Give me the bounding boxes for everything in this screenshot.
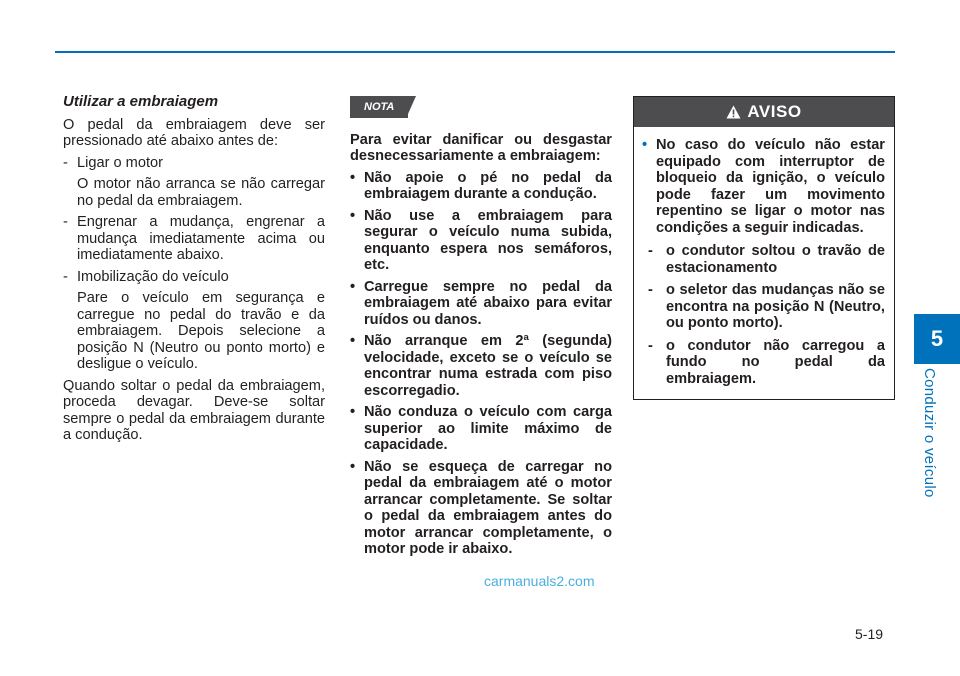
dash-marker: - (648, 337, 653, 354)
bullet-marker: • (350, 404, 356, 420)
bullet-marker: • (350, 207, 356, 224)
chapter-tab (914, 314, 960, 364)
section-heading: Utilizar a embraiagem (63, 93, 219, 110)
note-bullet-text: Não arranque em 2ª (segunda) velocidade, exceto se o veículo se encontrar numa estrada com piso escorregadio. (364, 333, 612, 399)
note-intro: Para evitar danificar ou desgastar desnecessariamente a embraiagem: (350, 131, 612, 164)
note-bullet (350, 404, 612, 454)
warning-item-text: o seletor das mudanças não se encontra na posição N (Neutro, ou ponto morto). (666, 282, 885, 331)
list-item (63, 269, 325, 286)
list-item-title: Ligar o motor (77, 154, 163, 171)
note-bullet (350, 279, 612, 329)
bullet-marker: • (350, 278, 356, 295)
closing-paragraph: Quando soltar o pedal da embraiagem, proceda devagar. Deve-se soltar sempre o pedal da embraiagem durante a condução. (63, 377, 325, 443)
dash-marker: - (648, 243, 653, 259)
list-item (63, 155, 325, 172)
dash-marker: - (63, 268, 68, 285)
note-bullet (350, 333, 612, 399)
chapter-side-label (922, 368, 938, 498)
bullet-marker: • (350, 458, 356, 475)
warning-bullet (642, 137, 885, 236)
note-bullet-text: Não se esqueça de carregar no pedal da embraiagem até o motor arrancar completamente. Se soltar o pedal da embraiagem antes do motor arrancar completamente, o motor pode ir abaixo. (364, 458, 612, 557)
list-item (63, 214, 325, 264)
warning-triangle-icon (726, 105, 741, 119)
dash-marker: - (63, 214, 68, 230)
warning-bullet-text: No caso do veículo não estar equipado com interruptor de bloqueio da ignição, o veículo pode fazer um movimento repentino se ligar o motor nas condições a seguir indicadas. (656, 137, 885, 236)
warning-item-text: o condutor soltou o travão de estacionamento (666, 243, 885, 276)
note-bullet-text: Não use a embraiagem para segurar o veículo numa subida, enquanto espera nos semáforos, etc. (364, 207, 612, 273)
note-bullet-text: Não apoie o pé no pedal da embraiagem durante a condução. (364, 169, 612, 202)
note-section (350, 96, 612, 563)
warning-box (633, 96, 895, 400)
list-item-detail: Pare o veículo em segurança e carregue no pedal do travão e da embraiagem. Depois selecione a posição N (Neutro ou ponto morto) e desligue o veículo. (77, 290, 325, 372)
chapter-title: Conduzir o veículo (921, 368, 938, 498)
list-item-detail: O motor não arranca se não carregar no pedal da embraiagem. (77, 176, 325, 209)
chapter-number: 5 (930, 326, 944, 351)
intro-paragraph: O pedal da embraiagem deve ser pressionado até abaixo antes de: (63, 116, 325, 149)
warning-item (642, 243, 885, 276)
watermark: carmanuals2.com (484, 573, 595, 589)
bullet-marker: • (642, 137, 648, 153)
list-item-title: Imobilização do veículo (77, 268, 229, 285)
warning-title: AVISO (747, 102, 802, 121)
page-number: 5-19 (855, 626, 884, 642)
warning-item (642, 282, 885, 332)
note-bullet (350, 208, 612, 274)
clutch-section (63, 94, 325, 444)
header-rule (55, 51, 895, 53)
dash-marker: - (648, 282, 653, 298)
warning-header (634, 97, 894, 127)
note-bullet (350, 459, 612, 558)
note-bullet (350, 170, 612, 203)
note-bullet-text: Não conduza o veículo com carga superior ao limite máximo de capacidade. (364, 404, 612, 453)
note-badge: NOTA (350, 96, 408, 118)
warning-item (642, 338, 885, 388)
list-item-title: Engrenar a mudança, engrenar a mudança imediatamente acima ou imediatamente abaixo. (77, 214, 325, 263)
bullet-marker: • (350, 169, 356, 186)
note-bullet-text: Carregue sempre no pedal da embraiagem até abaixo para evitar ruídos ou danos. (364, 278, 612, 328)
dash-marker: - (63, 154, 68, 171)
warning-body (634, 127, 894, 387)
warning-item-text: o condutor não carregou a fundo no pedal da embraiagem. (666, 337, 885, 387)
bullet-marker: • (350, 333, 356, 349)
